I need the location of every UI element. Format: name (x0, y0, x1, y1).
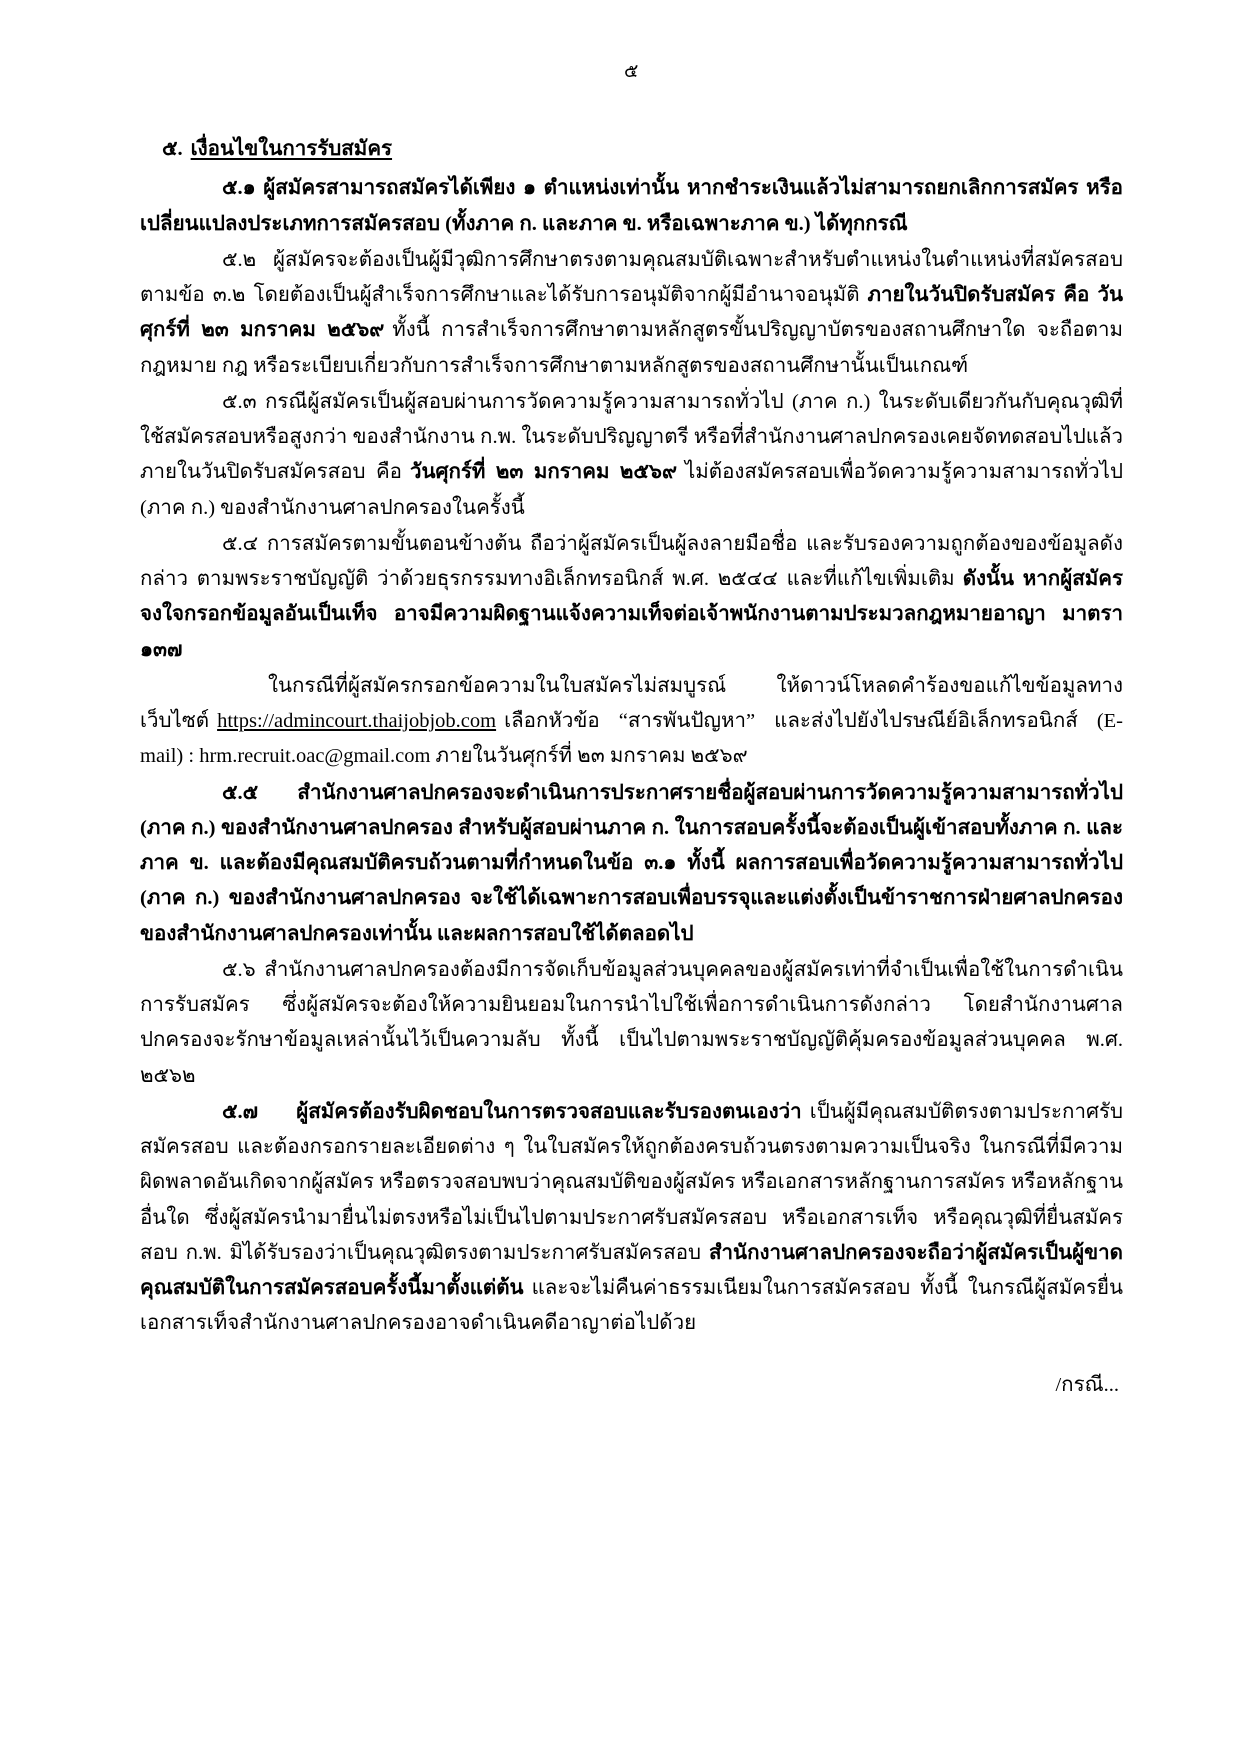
paragraph-5-6-text: ๕.๖ สำนักงานศาลปกครองต้องมีการจัดเก็บข้อมูลส่วนบุคคลของผู้สมัครเท่าที่จำเป็นเพื่อใช้ในการดำเนินการรับสมัคร ซึ่งผู้สมัครจะต้องให้ความยินยอมในการนำไปใช้เพื่อการดำเนินการดังกล่าว โดยสำนักงานศาลปกครองจะรักษาข้อมูลเหล่านั้นไว้เป็นความลับ ทั้งนี้ เป็นไปตามพระราชบัญญัติคุ้มครองข้อมูลส่วนบุคคล พ.ศ. ๒๕๖๒ (140, 958, 1123, 1087)
application-website-link[interactable]: https://admincourt.thaijobjob.com (217, 710, 497, 732)
paragraph-5-2 (140, 243, 1123, 384)
paragraph-5-4-sub-text-2: เลือกหัวข้อ “สารพันปัญหา” และส่งไปยังไปรษณีย์อิเล็กทรอนิกส์ (E-mail) : hrm.recruit.oac@gmail.com ภายในวันศุกร์ที่ ๒๓ มกราคม ๒๕๖๙ (140, 710, 1123, 768)
paragraph-5-3-text-1: ๕.๓ กรณีผู้สมัครเป็นผู้สอบผ่านการวัดความรู้ความสามารถทั่วไป (ภาค ก.) ในระดับเดียวกันกับคุณวุฒิที่ใช้สมัครสอบหรือสูงกว่า ของสำนักงาน ก.พ. ในระดับปริญญาตรี หรือที่สำนักงานศาลปกครองเคยจัดทดสอบไปแล้ว ภายในวันปิดรับสมัครสอบ คือ (140, 390, 1123, 484)
paragraph-5-4-sub (140, 669, 1123, 775)
page-footer-note: /กรณี... (1055, 1373, 1119, 1396)
paragraph-5-2-text-1: ๕.๒ ผู้สมัครจะต้องเป็นผู้มีวุฒิการศึกษาตรงตามคุณสมบัติเฉพาะสำหรับตำแหน่งในตำแหน่งที่สมัครสอบ ตามข้อ ๓.๒ โดยต้องเป็นผู้สำเร็จการศึกษาและได้รับการอนุมัติจากผู้มีอำนาจอนุมัติ (140, 248, 1123, 306)
paragraph-5-3 (140, 385, 1123, 526)
section-heading (162, 132, 1123, 167)
paragraph-5-5-text: ๕.๕ สำนักงานศาลปกครองจะดำเนินการประกาศรายชื่อผู้สอบผ่านการวัดความรู้ความสามารถทั่วไป (ภาค ก.) ของสำนักงานศาลปกครอง สำหรับผู้สอบผ่านภาค ก. ในการสอบครั้งนี้จะต้องเป็นผู้เข้าสอบทั้งภาค ก. และภาค ข. และต้องมีคุณสมบัติครบถ้วนตามที่กำหนดในข้อ ๓.๑ ทั้งนี้ ผลการสอบเพื่อวัดความรู้ความสามารถทั่วไป (ภาค ก.) ของสำนักงานศาลปกครอง จะใช้ได้เฉพาะการสอบเพื่อบรรจุและแต่งตั้งเป็นข้าราชการฝ่ายศาลปกครองของสำนักงานศาลปกครองเท่านั้น และผลการสอบใช้ได้ตลอดไป (140, 781, 1123, 945)
paragraph-5-2-bold-1: ภายในวันปิดรับสมัคร คือ วันศุกร์ที่ ๒๓ มกราคม ๒๕๖๙ (140, 284, 1123, 342)
paragraph-5-5 (140, 776, 1123, 952)
paragraph-5-1-text: ๕.๑ ผู้สมัครสามารถสมัครได้เพียง ๑ ตำแหน่งเท่านั้น หากชำระเงินแล้วไม่สามารถยกเลิกการสมัคร หรือเปลี่ยนแปลงประเภทการสมัครสอบ (ทั้งภาค ก. และภาค ข. หรือเฉพาะภาค ข.) ได้ทุกกรณี (140, 177, 1123, 235)
paragraph-5-7-text-1: เป็นผู้มีคุณสมบัติตรงตามประกาศรับสมัครสอบ และต้องกรอกรายละเอียดต่าง ๆ ในใบสมัครให้ถูกต้องครบถ้วนตรงตามความเป็นจริง ในกรณีที่มีความผิดพลาดอันเกิดจากผู้สมัคร หรือตรวจสอบพบว่าคุณสมบัติของผู้สมัคร หรือเอกสารหลักฐานการสมัคร หรือหลักฐานอื่นใด ซึ่งผู้สมัครนำมายื่นไม่ตรงหรือไม่เป็นไปตามประกาศรับสมัครสอบ หรือเอกสารเท็จ หรือคุณวุฒิที่ยื่นสมัครสอบ ก.พ. มิได้รับรองว่าเป็นคุณวุฒิตรงตามประกาศรับสมัครสอบ (140, 1100, 1123, 1264)
paragraph-5-3-text-2: ไม่ต้องสมัครสอบเพื่อวัดความรู้ความสามารถทั่วไป (ภาค ก.) ของสำนักงานศาลปกครองในครั้งนี้ (140, 461, 1123, 519)
paragraph-5-7-bold-2: สำนักงานศาลปกครองจะถือว่าผู้สมัครเป็นผู้ขาดคุณสมบัติในการสมัครสอบครั้งนี้มาตั้งแต่ต้น (140, 1241, 1123, 1299)
section-heading-number: ๕. (162, 138, 183, 160)
document-body (140, 132, 1123, 1403)
paragraph-5-4-bold-1: ดังนั้น หากผู้สมัครจงใจกรอกข้อมูลอันเป็นเท็จ อาจมีความผิดฐานแจ้งความเท็จต่อเจ้าพนักงานตามประมวลกฎหมายอาญา มาตรา ๑๓๗ (140, 568, 1123, 661)
paragraph-5-7-bold-1: ๕.๗ ผู้สมัครต้องรับผิดชอบในการตรวจสอบและรับรองตนเองว่า (222, 1100, 802, 1123)
paragraph-5-4-sub-text-1: ในกรณีที่ผู้สมัครกรอกข้อความในใบสมัครไม่สมบูรณ์ ให้ดาวน์โหลดคำร้องขอแก้ไขข้อมูลทางเว็บไซต์ (140, 674, 1123, 732)
paragraph-5-3-bold-1: วันศุกร์ที่ ๒๓ มกราคม ๒๕๖๙ (409, 461, 677, 484)
paragraph-5-7 (140, 1095, 1123, 1342)
paragraph-5-1 (140, 171, 1123, 242)
paragraph-5-6 (140, 953, 1123, 1094)
paragraph-5-2-text-2: ทั้งนี้ การสำเร็จการศึกษาตามหลักสูตรขั้นปริญญาบัตรของสถานศึกษาใด จะถือตามกฎหมาย กฎ หรือระเบียบเกี่ยวกับการสำเร็จการศึกษาตามหลักสูตรของสถานศึกษานั้นเป็นเกณฑ์ (140, 319, 1123, 377)
paragraph-5-7-text-2: และจะไม่คืนค่าธรรมเนียมในการสมัครสอบ ทั้งนี้ ในกรณีผู้สมัครยื่นเอกสารเท็จสำนักงานศาลปกครองอาจดำเนินคดีอาญาต่อไปด้วย (140, 1277, 1123, 1335)
section-heading-title: เงื่อนไขในการรับสมัคร (190, 138, 393, 160)
page-number: ๕ (624, 61, 639, 82)
paragraph-5-4 (140, 527, 1123, 668)
paragraph-5-4-text-1: ๕.๔ การสมัครตามขั้นตอนข้างต้น ถือว่าผู้สมัครเป็นผู้ลงลายมือชื่อ และรับรองความถูกต้องของข้อมูลดังกล่าว ตามพระราชบัญญัติ ว่าด้วยธุรกรรมทางอิเล็กทรอนิกส์ พ.ศ. ๒๕๔๔ และที่แก้ไขเพิ่มเติม (140, 532, 1123, 590)
